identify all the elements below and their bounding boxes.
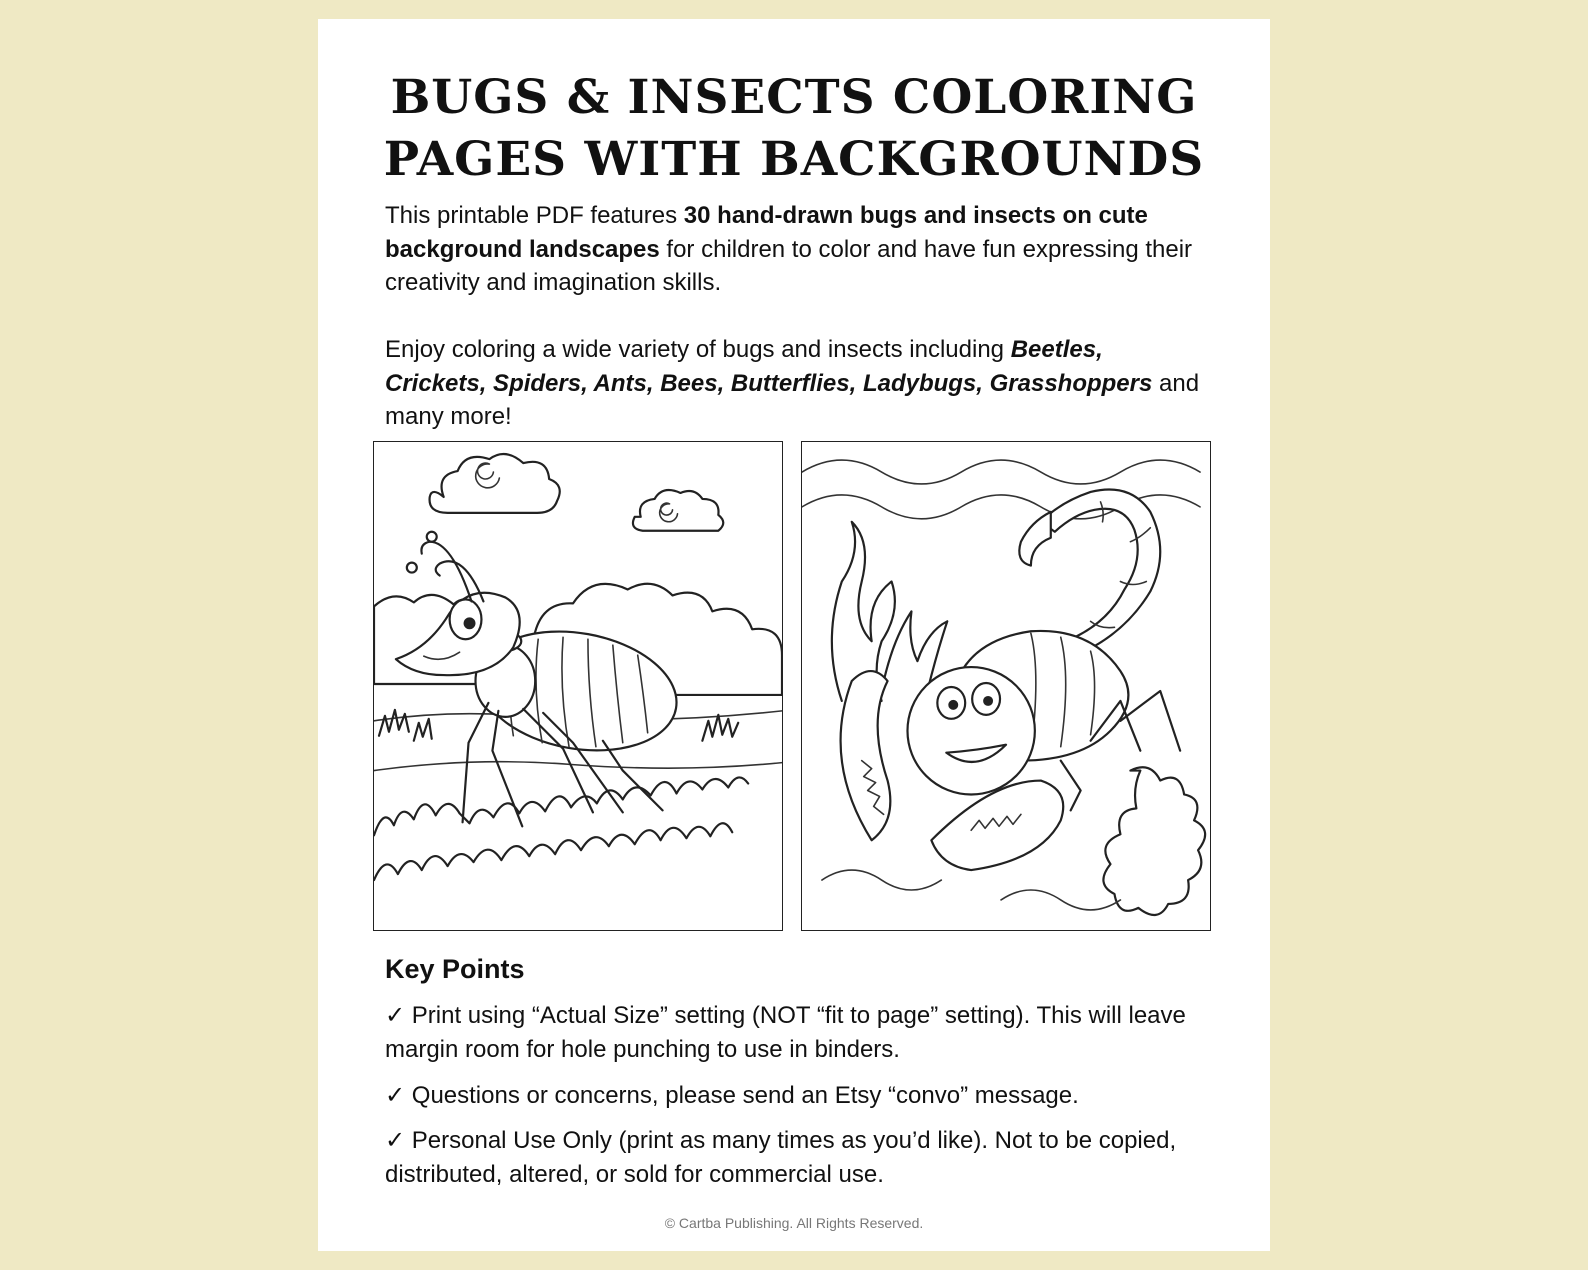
ant-coloring-illustration (373, 441, 783, 931)
scorpion-claw-right (931, 781, 1063, 871)
intro-highlight: 30 hand-drawn bugs and insects on cute background landscapes (385, 202, 1148, 263)
scorpion-face (907, 667, 1034, 794)
key-point-personal-use (385, 1124, 1205, 1191)
variety-paragraph (385, 333, 1205, 434)
scorpion-drawing (802, 442, 1210, 930)
copyright-footer: © Cartba Publishing. All Rights Reserved. (664, 1215, 924, 1231)
scorpion-coloring-illustration (801, 441, 1211, 931)
grass-bottom (374, 777, 748, 880)
cloud-2 (633, 490, 723, 531)
scorpion-claw-left (841, 671, 891, 840)
key-point-questions (385, 1079, 1205, 1113)
page-title (318, 67, 1270, 191)
key-points-heading: Key Points (385, 954, 525, 984)
intro-text-end: for children to color and have fun expressing their creativity and imagination skills. (385, 235, 1193, 296)
variety-text-end: and many more! (385, 369, 1200, 430)
intro-text-start: This printable PDF features (385, 202, 684, 229)
checkmark-icon: ✓ (385, 1002, 406, 1029)
intro-paragraph (385, 199, 1205, 300)
coral-right (1103, 767, 1205, 915)
key-point-print-size (385, 999, 1205, 1066)
ant-drawing (374, 442, 782, 930)
cloud-1 (430, 454, 560, 513)
checkmark-icon: ✓ (385, 1082, 406, 1109)
title-line-1: BUGS & INSECTS COLORING (390, 70, 1198, 125)
key-point-text: Print using “Actual Size” setting (NOT “fit to page” setting). This will leave margin room for hole punching to use in binders. (385, 1002, 1186, 1063)
key-point-text: Personal Use Only (print as many times as you’d like). Not to be copied, distributed, altered, or sold for commercial use. (385, 1127, 1177, 1188)
checkmark-icon: ✓ (385, 1127, 406, 1154)
document-page (318, 19, 1270, 1251)
variety-text-start: Enjoy coloring a wide variety of bugs and insects including (385, 336, 1011, 363)
scorpion-stinger (1019, 512, 1050, 566)
bug-list: Beetles, Crickets, Spiders, Ants, Bees, Butterflies, Ladybugs, Grasshoppers (385, 336, 1153, 397)
title-line-2: PAGES WITH BACKGROUNDS (383, 132, 1205, 187)
key-point-text: Questions or concerns, please send an Etsy “convo” message. (405, 1082, 1079, 1109)
ant-antenna-1 (421, 542, 471, 602)
